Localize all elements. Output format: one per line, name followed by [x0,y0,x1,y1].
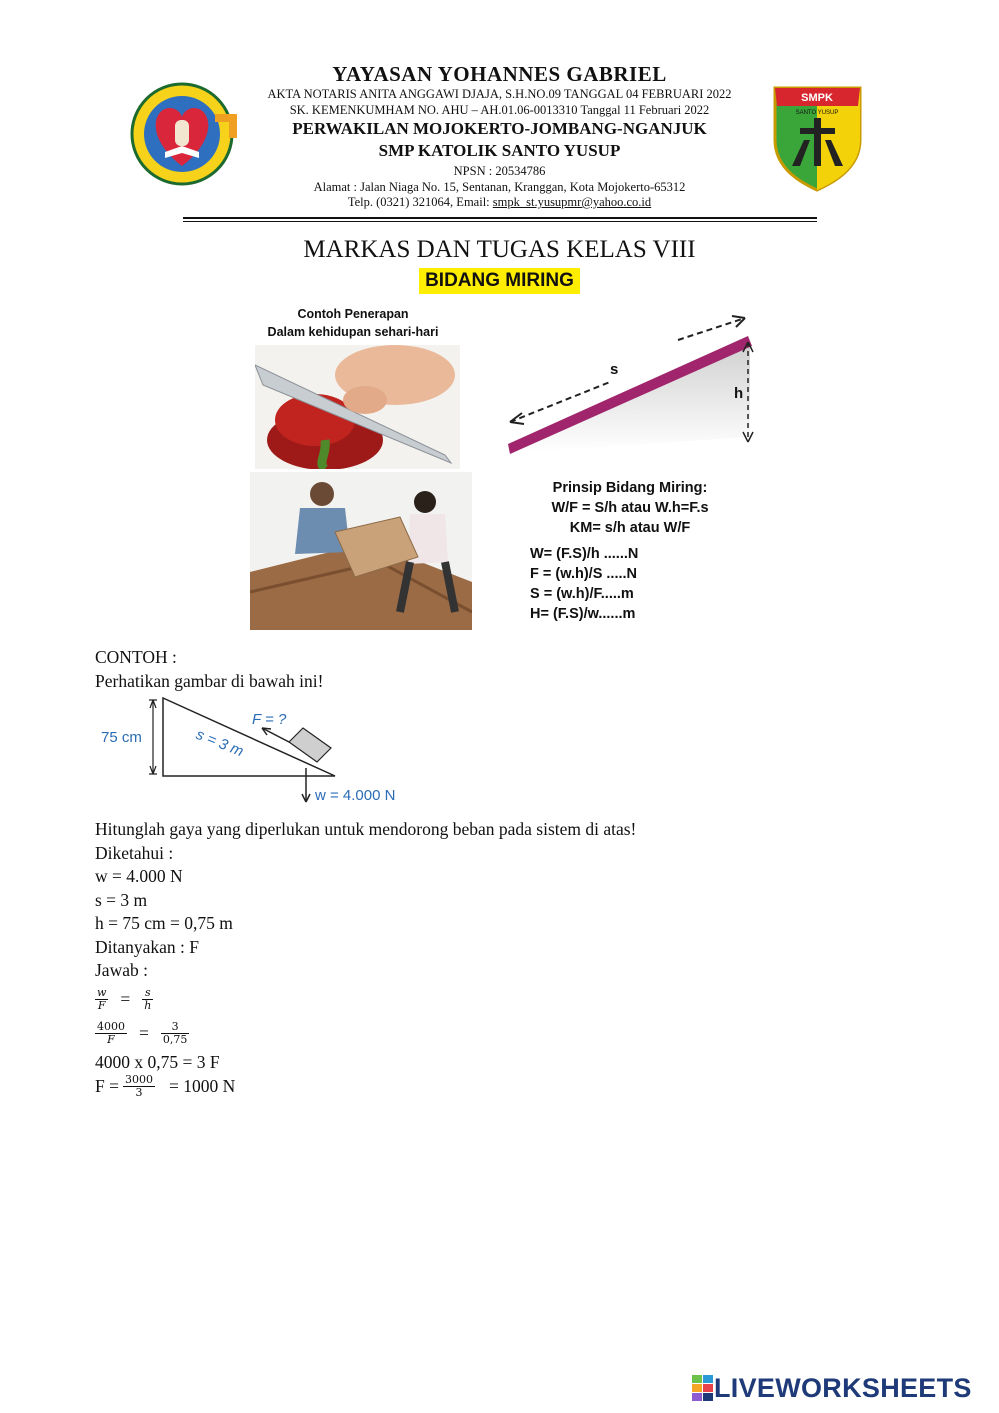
knife-pepper-photo [255,345,460,469]
header-rule-top [183,217,817,219]
equation-result [95,1074,636,1099]
asked-text: Ditanyakan : F [95,936,200,957]
result-value: = 1000 N [168,1075,236,1096]
fraction: $\frac{3}{0,75}$ [162,1020,188,1046]
answer-heading: Jawab : [95,960,148,980]
principle-title: Prinsip Bidang Miring: [552,480,708,496]
ministry-decree: SK. KEMENKUMHAM NO. AHU – AH.01.06-0013310 Tanggal 11 Februari 2022 [289,103,710,117]
school-name: SMP KATOLIK SANTO YUSUP [378,141,621,160]
equals-sign: = [120,988,131,1009]
principle-line: KM= s/h atau W/F [569,520,691,536]
contact-email[interactable]: smpk_st.yusupmr@yahoo.co.id [492,195,652,209]
force-label: F = ? [252,711,287,728]
question-text: Hitunglah gaya yang diperlukan untuk mendorong beban pada sistem di atas! [95,819,637,839]
solution-block [95,818,636,1099]
regional-office: PERWAKILAN MOJOKERTO-JOMBANG-NGANJUK [292,119,707,138]
school-logo-subtext: SANTO YUSUP [795,110,839,116]
example-incline-figure [97,692,417,808]
page-title: MARKAS DAN TUGAS KELAS VIII [303,236,696,263]
known-height: h = 75 cm = 0,75 m [95,913,233,933]
npsn: NPSN : 20534786 [453,164,546,178]
contact-phone: Telp. (0321) 321064, Email: [347,195,493,209]
liveworksheets-wordmark: LIVEWORKSHEETS [714,1372,972,1403]
weight-label: w = 4.000 N [315,787,396,804]
example-heading: CONTOH : [95,647,177,667]
formula-s: S = (w.h)/F.....m [530,586,634,602]
fraction: $\frac{w}{F}$ [97,986,107,1012]
school-logo-text: SMPK [801,92,833,104]
formula-w: W= (F.S)/h ......N [530,546,639,562]
caption-line-2: Dalam kehidupan sehari-hari [267,325,439,340]
formula-f: F = (w.h)/S .....N [530,566,638,582]
lifting-box-photo [250,472,472,630]
school-contact [0,195,999,210]
school-address: Alamat : Jalan Niaga No. 15, Sentanan, Kranggan, Kota Mojokerto-65312 [313,180,686,194]
slope-s-label: s [610,361,619,378]
known-weight: w = 4.000 N [95,866,183,886]
equation-ratio [95,983,636,1017]
result-prefix: F = [95,1075,119,1096]
notary-deed: AKTA NOTARIS ANITA ANGGAWI DJAJA, S.H.NO.09 TANGGAL 04 FEBRUARI 2022 [267,87,732,101]
fraction: $\frac{3000}{3}$ [124,1073,153,1099]
principle-line: W/F = S/h atau W.h=F.s [551,500,709,516]
known-slope: s = 3 m [95,889,148,910]
application-caption [253,305,453,341]
example-block [95,646,323,693]
fraction: $\frac{4000}{F}$ [97,1020,125,1046]
equation-cross-multiply: 4000 x 0,75 = 3 F [95,1051,220,1072]
known-heading: Diketahui : [95,842,174,863]
header-rule-bottom [183,221,817,222]
inclined-plane-diagram [500,312,765,462]
equals-sign: = [139,1022,149,1043]
foundation-name: YAYASAN YOHANNES GABRIEL [332,62,667,86]
slope-length-label: s = 3 m [193,725,246,761]
formula-h: H= (F.S)/w......m [530,606,636,622]
equation-substitution [95,1017,636,1051]
slope-h-label: h [734,385,744,402]
height-label: 75 cm [101,729,142,746]
example-instruction: Perhatikan gambar di bawah ini! [95,670,324,691]
liveworksheets-logo-icon [692,1375,714,1401]
caption-line-1: Contoh Penerapan [297,307,409,321]
topic-heading: BIDANG MIRING [419,268,580,294]
principle-box [530,478,730,624]
liveworksheets-brand[interactable] [692,1370,972,1406]
fraction: $\frac{s}{h}$ [144,986,152,1012]
